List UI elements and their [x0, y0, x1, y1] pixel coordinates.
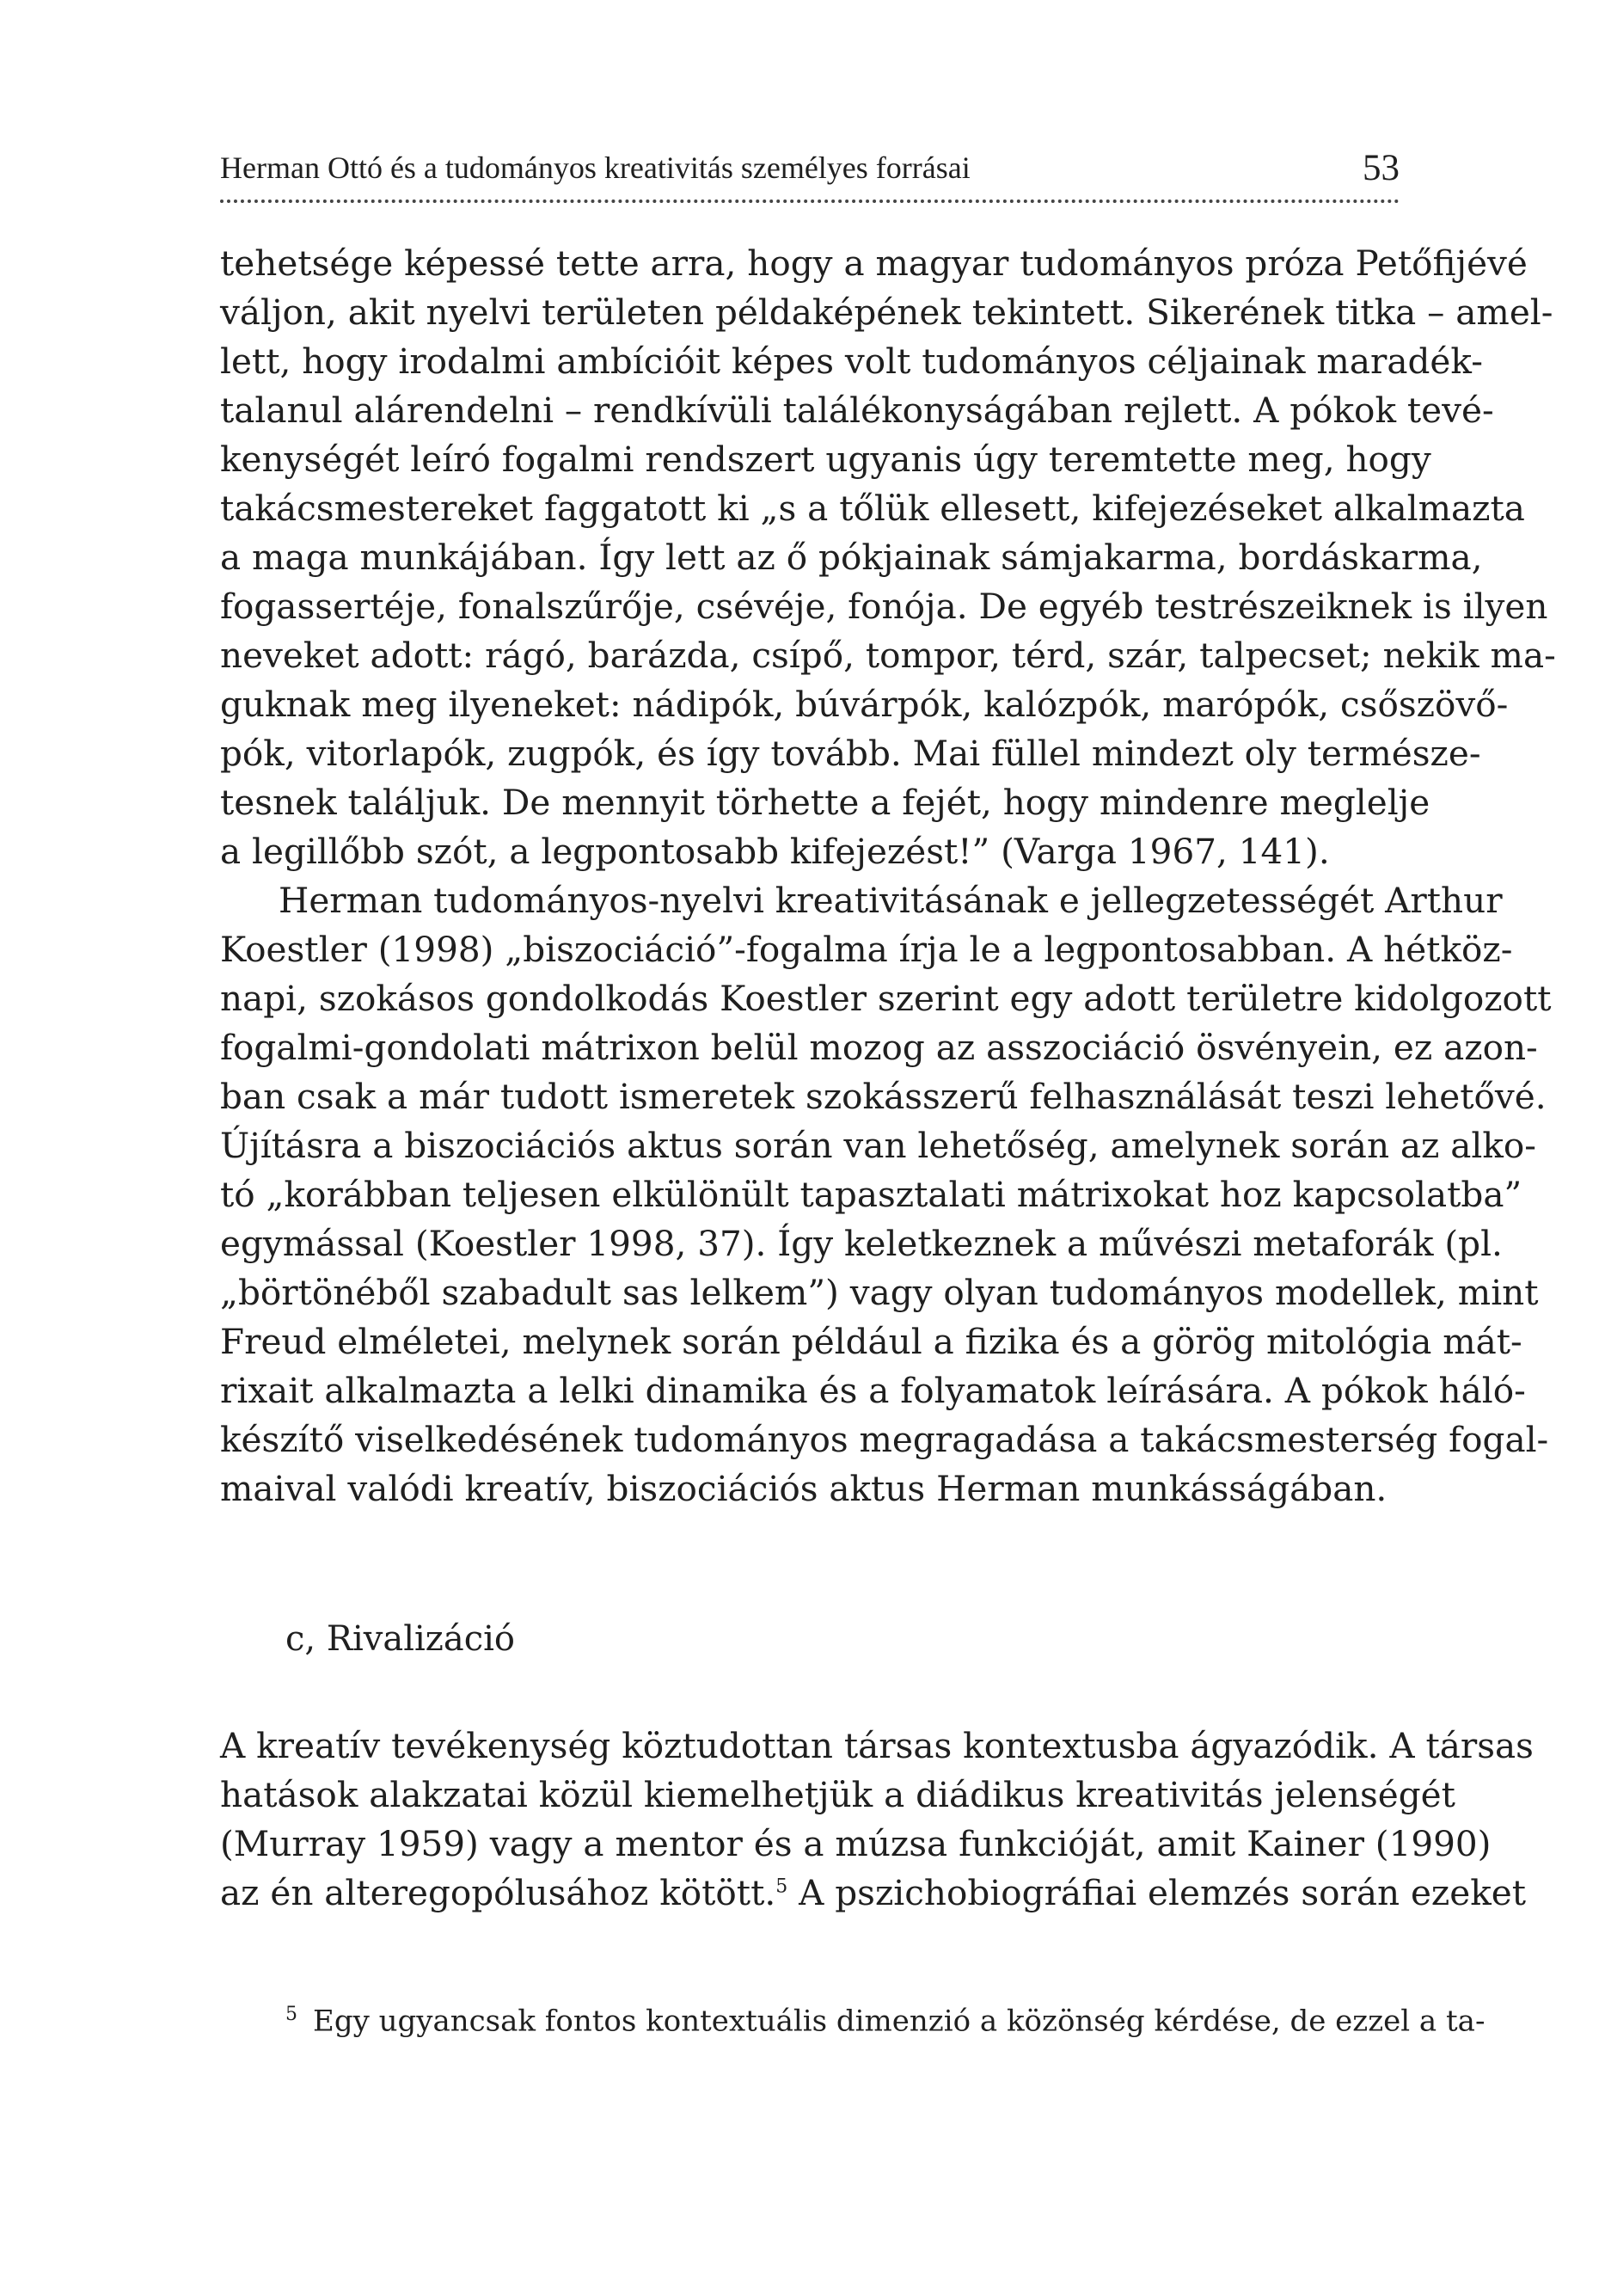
- text-line: Herman tudományos-nyelvi kreativitásának e jellegzetességét Arthur: [279, 880, 1503, 921]
- footnote-mark: 5: [285, 2004, 297, 2025]
- text-line-with-footnote: [220, 1869, 1527, 1918]
- text-line: váljon, akit nyelvi területen példaképének tekintett. Sikerének titka – amel-: [220, 292, 1553, 333]
- text-line: a maga munkájában. Így lett az ő pókjainak sámjakarma, bordáskarma,: [220, 537, 1483, 578]
- text-line: egymással (Koestler 1998, 37). Így keletkeznek a művészi metaforák (pl.: [220, 1223, 1503, 1264]
- text-line: tó „korábban teljesen elkülönült tapasztalati mátrixokat hoz kapcsolatba”: [220, 1174, 1522, 1215]
- page-header: [220, 144, 1400, 193]
- text-line: „börtönéből szabadult sas lelkem”) vagy olyan tudományos modellek, mint: [220, 1272, 1539, 1313]
- text-line: guknak meg ilyeneket: nádipók, búvárpók, kalózpók, marópók, csőszövő-: [220, 684, 1509, 725]
- body-text: [220, 239, 1556, 1918]
- text-line: tesnek találjuk. De mennyit törhette a fejét, hogy mindenre meglelje: [220, 782, 1430, 823]
- text-line: készítő viselkedésének tudományos megragadása a takácsmesterség fogal-: [220, 1419, 1549, 1460]
- text-line: Freud elméletei, melynek során például a fizika és a görög mitológia mát-: [220, 1321, 1522, 1362]
- text-line: napi, szokásos gondolkodás Koestler szerint egy adott területre kidolgozott: [220, 978, 1552, 1019]
- text-line: talanul alárendelni – rendkívüli találékonyságában rejlett. A pókok tevé-: [220, 390, 1494, 431]
- text-line: neveket adott: rágó, barázda, csípő, tompor, térd, szár, talpecset; nekik ma-: [220, 635, 1556, 676]
- text-line: a legillőbb szót, a legpontosabb kifejezést!” (Varga 1967, 141).: [220, 831, 1330, 872]
- text-line: A kreatív tevékenység köztudottan társas kontextusba ágyazódik. A társas: [220, 1725, 1534, 1766]
- text-line: hatások alakzatai közül kiemelhetjük a diádikus kreativitás jelenségét: [220, 1774, 1455, 1815]
- text-line: kenységét leíró fogalmi rendszert ugyanis úgy teremtette meg, hogy: [220, 439, 1431, 480]
- text-line: (Murray 1959) vagy a mentor és a múzsa funkcióját, amit Kainer (1990): [220, 1823, 1492, 1864]
- header-dotted-rule: [220, 200, 1400, 203]
- text-line: fogassertéje, fonalszűrője, csévéje, fonója. De egyéb testrészeiknek is ilyen: [220, 586, 1548, 627]
- footnote-text: Egy ugyancsak fontos kontextuális dimenzió a közönség kérdése, de ezzel a ta-: [313, 2004, 1486, 2039]
- text-line: maival valódi kreatív, biszociációs aktus Herman munkásságában.: [220, 1468, 1388, 1509]
- text-line: lett, hogy irodalmi ambícióit képes volt tudományos céljainak maradék-: [220, 341, 1483, 382]
- text-line: pók, vitorlapók, zugpók, és így tovább. Mai füllel mindezt oly természe-: [220, 733, 1481, 774]
- text-line: fogalmi-gondolati mátrixon belül mozog az asszociáció ösvényein, ez azon-: [220, 1027, 1538, 1068]
- text-line: takácsmestereket faggatott ki „s a tőlük ellesett, kifejezéseket alkalmazta: [220, 488, 1525, 529]
- paragraph-1: [220, 239, 1556, 876]
- paragraph-3: [220, 1722, 1534, 1918]
- text-segment: A pszichobiográfiai elemzés során ezeket: [787, 1872, 1527, 1913]
- paragraph-2: [220, 876, 1552, 1513]
- text-line: rixait alkalmazta a lelki dinamika és a folyamatok leírására. A pókok háló-: [220, 1370, 1526, 1411]
- text-line: tehetsége képessé tette arra, hogy a magyar tudományos próza Petőfijévé: [220, 242, 1528, 284]
- section-heading: c, Rivalizáció: [285, 1619, 515, 1659]
- text-line: ban csak a már tudott ismeretek szokásszerű felhasználását teszi lehetővé.: [220, 1076, 1547, 1117]
- text-line: Újításra a biszociációs aktus során van lehetőség, amelynek során az alko-: [220, 1125, 1536, 1166]
- page-number: 53: [1363, 148, 1400, 188]
- footnote: [220, 1993, 1486, 2042]
- footnote-reference[interactable]: 5: [775, 1875, 788, 1898]
- text-line: Koestler (1998) „biszociáció”-fogalma írja le a legpontosabban. A hétköz-: [220, 929, 1513, 970]
- text-segment: az én alteregopólusához kötött.: [220, 1872, 776, 1913]
- running-title: Herman Ottó és a tudományos kreativitás személyes forrásai: [220, 150, 971, 185]
